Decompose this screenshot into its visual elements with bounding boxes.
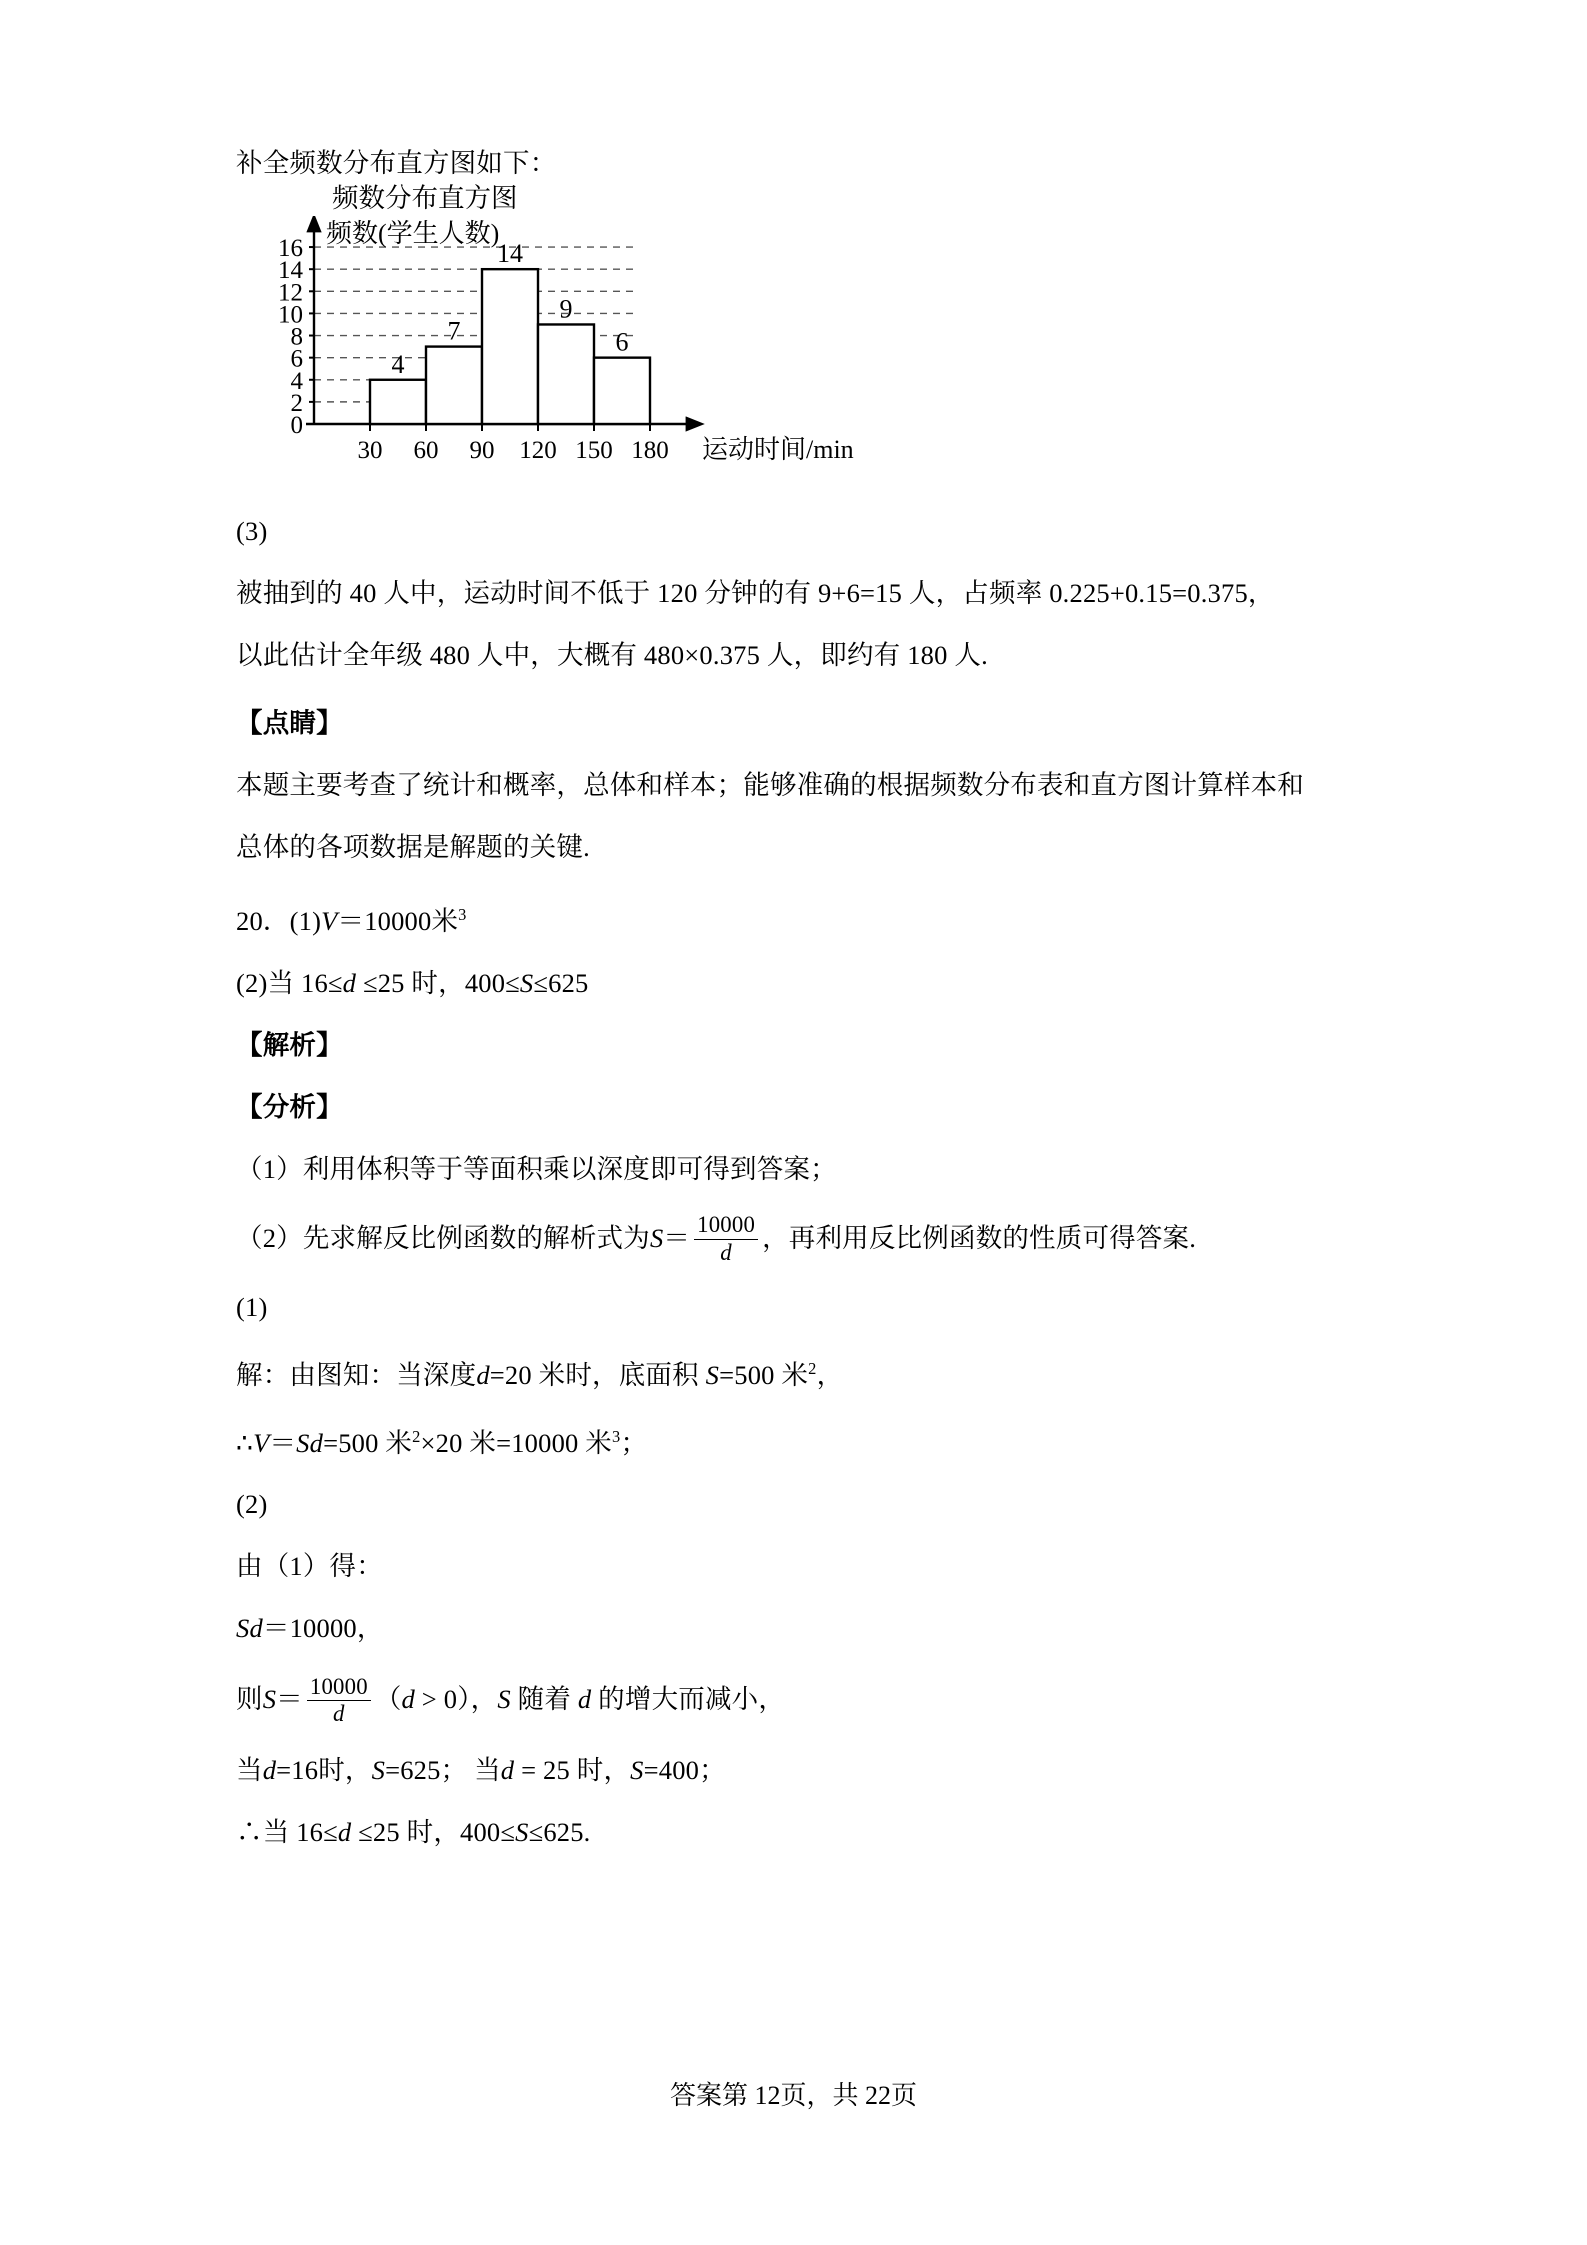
sol1-l1-var-d: d bbox=[476, 1359, 490, 1390]
sol2-l3-var-s2: S bbox=[497, 1684, 511, 1715]
sol2-l3-equals: ＝ bbox=[276, 1684, 303, 1715]
bar-value-label: 4 bbox=[391, 349, 405, 379]
bar-value-label: 9 bbox=[559, 294, 573, 324]
x-tick-label: 120 bbox=[519, 437, 557, 464]
sol2-l5-b: ≤25 时，400≤ bbox=[351, 1817, 516, 1848]
solution1-marker: (1) bbox=[236, 1291, 268, 1322]
sol1-l2-therefore: ∴ bbox=[236, 1427, 254, 1458]
solution2-line3 bbox=[236, 1659, 1436, 1739]
solution2-line5 bbox=[236, 1801, 1436, 1863]
sol2-l4-var-d: d bbox=[262, 1755, 277, 1786]
sol2-l2-equals: ＝10000 bbox=[262, 1613, 357, 1644]
sol1-l1-sup: 2 bbox=[808, 1358, 817, 1378]
histogram-bar bbox=[538, 324, 594, 424]
answer1-exponent: 3 bbox=[458, 905, 467, 924]
solution2-line1: 由（1）得： bbox=[236, 1551, 383, 1582]
jiexi-heading: 【解析】 bbox=[236, 1029, 343, 1060]
sol2-l4-var-s2: S bbox=[630, 1755, 644, 1786]
sol1-l1-a: 解：由图知：当深度 bbox=[236, 1359, 477, 1390]
sol1-l2-d: ； bbox=[620, 1427, 648, 1458]
sol2-l3-var-s: S bbox=[262, 1684, 277, 1715]
answer2-suffix: ≤625 bbox=[533, 967, 589, 998]
sol2-l5-c: ≤625. bbox=[528, 1817, 591, 1848]
sol2-l3-b: （ bbox=[374, 1684, 402, 1715]
answer1-prefix: (1) bbox=[289, 905, 322, 936]
sol2-l5-var-d: d bbox=[337, 1817, 352, 1848]
fenxi2-text-b: ，再利用反比例函数的性质可得答案. bbox=[762, 1222, 1197, 1253]
x-tick-label: 150 bbox=[575, 437, 613, 464]
dianjing-heading: 【点睛】 bbox=[236, 708, 343, 738]
fenxi-heading: 【分析】 bbox=[236, 1091, 343, 1122]
y-tick-label: 12 bbox=[278, 279, 303, 307]
solution1-line2 bbox=[236, 1406, 1436, 1474]
bar-value-label: 7 bbox=[447, 316, 461, 346]
y-tick-label: 6 bbox=[290, 345, 303, 373]
part3-block bbox=[236, 500, 1436, 1863]
chart-canvas bbox=[236, 216, 1056, 471]
sol2-l3-a: 则 bbox=[236, 1684, 263, 1715]
problem20-answer2 bbox=[236, 952, 1436, 1014]
sol1-l1-c: =500 米 bbox=[719, 1359, 809, 1390]
histogram-bar bbox=[370, 380, 426, 424]
chart-title: 频数分布直方图 bbox=[332, 183, 518, 213]
problem20-answer1 bbox=[236, 884, 1436, 952]
y-tick-label: 8 bbox=[290, 323, 303, 351]
intro-line bbox=[236, 0, 1436, 194]
page-footer: 答案第 12页，共 22页 bbox=[669, 2081, 917, 2110]
part3-line1: 被抽到的 40 人中，运动时间不低于 120 分钟的有 9+6=15 人，占频率 0.225+0.15=0.375， bbox=[236, 578, 1275, 608]
sol2-l3-e: 随着 bbox=[510, 1684, 578, 1715]
sol1-l2-sd: Sd bbox=[296, 1427, 324, 1458]
intro-text: 补全频数分布直方图如下： bbox=[236, 148, 557, 178]
dianjing-line2: 总体的各项数据是解题的关键. bbox=[236, 832, 590, 862]
sol2-l3-var-d2: d bbox=[577, 1684, 592, 1715]
answer1-equation: ＝10000 bbox=[337, 905, 432, 936]
sol2-l2-comma: ， bbox=[356, 1613, 384, 1644]
fenxi-item2 bbox=[236, 1200, 1436, 1276]
answer2-variable-d: d bbox=[342, 967, 357, 998]
fenxi2-fraction bbox=[694, 1213, 758, 1265]
frequency-histogram bbox=[236, 176, 1136, 476]
y-tick-label: 4 bbox=[290, 367, 303, 395]
sol2-l4-b: =16时， bbox=[276, 1755, 372, 1786]
sol1-l2-var-v: V bbox=[253, 1427, 270, 1458]
sol2-l3-c: ）， bbox=[457, 1684, 498, 1715]
bar-value-label: 6 bbox=[615, 327, 629, 357]
answer2-prefix: (2)当 16≤ bbox=[236, 967, 343, 998]
sol2-l2-sd: Sd bbox=[236, 1613, 263, 1644]
sol2-l4-c: =625； 当 bbox=[385, 1755, 501, 1786]
sol2-l4-f: =400； bbox=[643, 1755, 726, 1786]
histogram-svg bbox=[236, 216, 1056, 466]
answer2-mid: ≤25 时，400≤ bbox=[356, 967, 520, 998]
histogram-bar bbox=[594, 358, 650, 424]
fenxi2-text-a: （2）先求解反比例函数的解析式为 bbox=[236, 1222, 650, 1253]
sol2-l3-fraction bbox=[307, 1675, 371, 1727]
x-tick-label: 90 bbox=[469, 437, 495, 464]
x-tick-label: 60 bbox=[413, 437, 439, 464]
sol1-l1-b: =20 米时，底面积 bbox=[489, 1359, 706, 1390]
answer1-unit: 米 bbox=[431, 905, 459, 936]
answer2-variable-s: S bbox=[519, 967, 534, 998]
sol2-l4-var-s: S bbox=[371, 1755, 386, 1786]
histogram-bar bbox=[482, 269, 538, 424]
sol1-l1-var-s: S bbox=[705, 1359, 720, 1390]
sol2-l4-e: = 25 时， bbox=[514, 1755, 631, 1786]
sol2-l4-var-d2: d bbox=[500, 1755, 515, 1786]
sol2-l5-var-s: S bbox=[515, 1817, 529, 1848]
dianjing-line1: 本题主要考查了统计和概率，总体和样本；能够准确的根据频数分布表和直方图计算样本和 bbox=[236, 770, 1304, 800]
y-tick-label: 2 bbox=[290, 389, 303, 417]
sol1-l2-b: =500 米 bbox=[323, 1427, 413, 1458]
part3-marker: (3) bbox=[236, 516, 268, 546]
sol1-l2-c: ×20 米=10000 米 bbox=[420, 1427, 613, 1458]
sol2-l4-a: 当 bbox=[236, 1755, 263, 1786]
x-axis-label: 运动时间/min bbox=[702, 435, 854, 464]
fenxi2-symbol-s: S bbox=[649, 1222, 664, 1253]
solution2-line4 bbox=[236, 1739, 1436, 1801]
sol1-l2-equals: ＝ bbox=[269, 1427, 297, 1458]
sol1-l2-sup2: 3 bbox=[612, 1426, 621, 1446]
sol2-l3-var-d: d bbox=[401, 1684, 415, 1715]
fenxi2-equals: ＝ bbox=[663, 1222, 691, 1253]
sol2-l3-f: 的增大而减小， bbox=[591, 1684, 786, 1715]
sol2-l3-gt: > 0 bbox=[414, 1684, 458, 1715]
sol2-l3-fraction-denominator: d bbox=[333, 1701, 345, 1727]
y-tick-label: 10 bbox=[278, 301, 303, 329]
solution2-marker: (2) bbox=[236, 1489, 268, 1520]
y-tick-label: 0 bbox=[290, 412, 303, 439]
y-tick-label: 16 bbox=[278, 235, 303, 263]
bar-value-label: 14 bbox=[497, 239, 523, 269]
sol2-l3-fraction-numerator: 10000 bbox=[307, 1675, 371, 1702]
answer1-variable: V bbox=[321, 905, 338, 936]
sol2-l5-a: ∴当 16≤ bbox=[236, 1817, 338, 1848]
fenxi2-fraction-denominator: d bbox=[720, 1239, 732, 1265]
problem20-number: 20． bbox=[236, 905, 290, 936]
y-tick-label: 14 bbox=[278, 257, 303, 285]
histogram-bar bbox=[426, 347, 482, 424]
sol1-l1-d2: ， bbox=[816, 1359, 844, 1390]
solution2-line2 bbox=[236, 1597, 1436, 1659]
fenxi-item1: （1）利用体积等于等面积乘以深度即可得到答案； bbox=[236, 1153, 837, 1184]
x-tick-label: 30 bbox=[357, 437, 383, 464]
sol1-l2-sup1: 2 bbox=[412, 1426, 421, 1446]
document-body bbox=[236, 0, 1436, 1848]
fenxi2-fraction-numerator: 10000 bbox=[694, 1213, 758, 1240]
y-axis-label: 频数(学生人数) bbox=[326, 219, 500, 248]
x-tick-label: 180 bbox=[631, 437, 669, 464]
part3-line2: 以此估计全年级 480 人中，大概有 480×0.375 人，即约有 180 人. bbox=[236, 640, 988, 670]
solution1-line1 bbox=[236, 1338, 1436, 1406]
